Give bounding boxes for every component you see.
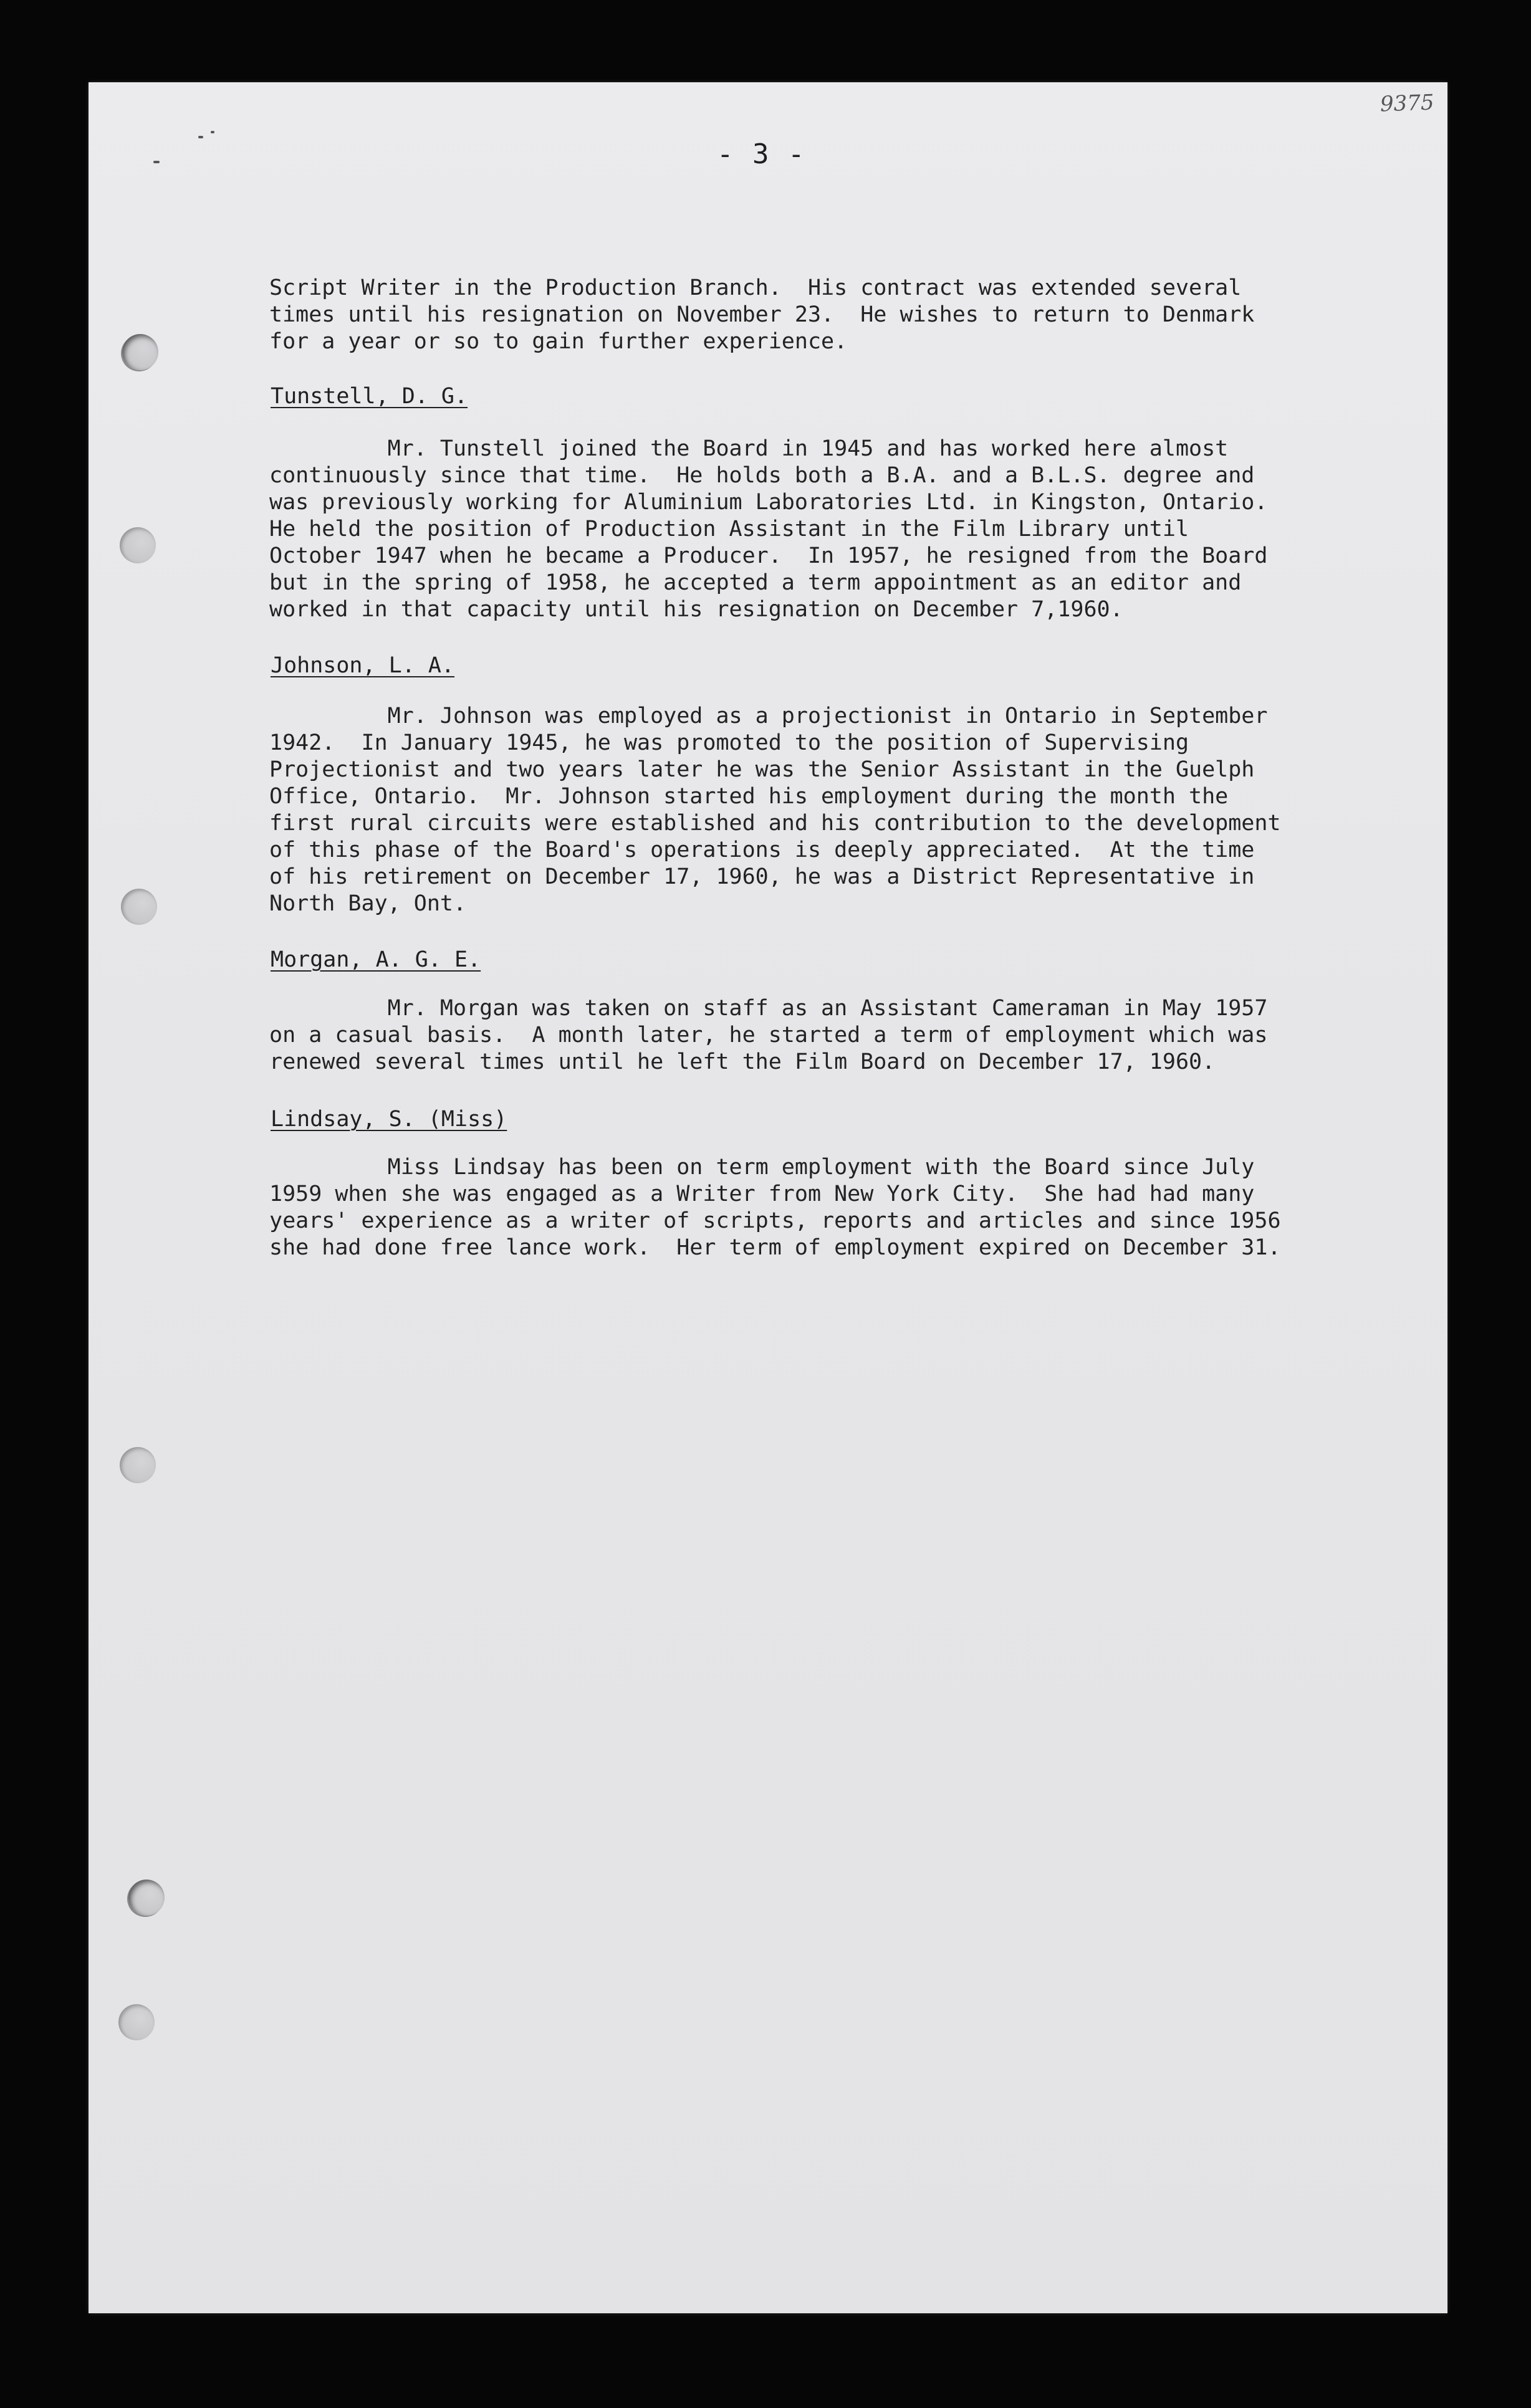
- text-line: North Bay, Ont.: [269, 891, 467, 916]
- entry-heading: Morgan, A. G. E.: [271, 947, 481, 972]
- corner-mark: [198, 136, 203, 138]
- archive-number: 9375: [1380, 90, 1435, 117]
- binder-hole: [120, 1447, 156, 1483]
- text-line: of his retirement on December 17, 1960, he was a District Representative in: [269, 864, 1255, 889]
- text-line: Office, Ontario. Mr. Johnson started his employment during the month the: [269, 784, 1229, 809]
- text-line: 1942. In January 1945, he was promoted to the position of Supervising: [269, 730, 1189, 755]
- binder-hole: [128, 1880, 165, 1916]
- entry-paragraph: [269, 995, 1298, 1076]
- binder-hole: [122, 334, 158, 370]
- entry-paragraph: [269, 703, 1298, 917]
- entry-paragraph: [269, 436, 1298, 623]
- text-line: Projectionist and two years later he was the Senior Assistant in the Guelph: [269, 757, 1255, 782]
- text-line: on a casual basis. A month later, he started a term of employment which was: [269, 1023, 1268, 1048]
- text-line: Mr. Morgan was taken on staff as an Assistant Cameraman in May 1957: [269, 996, 1268, 1021]
- entry-heading: Tunstell, D. G.: [271, 384, 468, 409]
- text-line: for a year or so to gain further experience.: [269, 329, 848, 354]
- text-line: continuously since that time. He holds both a B.A. and a B.L.S. degree and: [269, 463, 1255, 488]
- text-line: He held the position of Production Assistant in the Film Library until: [269, 517, 1189, 542]
- text-line: first rural circuits were established and his contribution to the development: [269, 811, 1281, 836]
- text-line: was previously working for Aluminium Laboratories Ltd. in Kingston, Ontario.: [269, 490, 1268, 515]
- text-line: Mr. Johnson was employed as a projectionist in Ontario in September: [269, 704, 1268, 729]
- text-line: she had done free lance work. Her term of employment expired on December 31.: [269, 1235, 1281, 1260]
- text-line: but in the spring of 1958, he accepted a term appointment as an editor and: [269, 570, 1242, 595]
- text-line: worked in that capacity until his resignation on December 7,1960.: [269, 597, 1123, 622]
- text-line: renewed several times until he left the Film Board on December 17, 1960.: [269, 1049, 1216, 1074]
- entry-paragraph: [269, 1154, 1298, 1261]
- text-line: October 1947 when he became a Producer. In 1957, he resigned from the Board: [269, 543, 1268, 568]
- corner-mark: [211, 131, 214, 133]
- binder-hole: [118, 2004, 155, 2040]
- text-line: of this phase of the Board's operations is deeply appreciated. At the time: [269, 838, 1255, 862]
- intro-paragraph: [269, 275, 1298, 355]
- text-line: Miss Lindsay has been on term employment with the Board since July: [269, 1155, 1255, 1180]
- text-line: years' experience as a writer of scripts, reports and articles and since 1956: [269, 1208, 1281, 1233]
- entry-heading: Lindsay, S. (Miss): [271, 1107, 507, 1132]
- text-line: Script Writer in the Production Branch. His contract was extended several: [269, 275, 1242, 300]
- binder-hole: [120, 527, 156, 563]
- page-number: - 3 -: [717, 138, 806, 170]
- entry-heading: Johnson, L. A.: [271, 653, 455, 678]
- text-line: 1959 when she was engaged as a Writer from New York City. She had had many: [269, 1182, 1255, 1206]
- text-line: times until his resignation on November 23. He wishes to return to Denmark: [269, 302, 1255, 327]
- corner-mark: [153, 161, 160, 163]
- binder-hole: [121, 889, 157, 925]
- text-line: Mr. Tunstell joined the Board in 1945 and has worked here almost: [269, 436, 1229, 461]
